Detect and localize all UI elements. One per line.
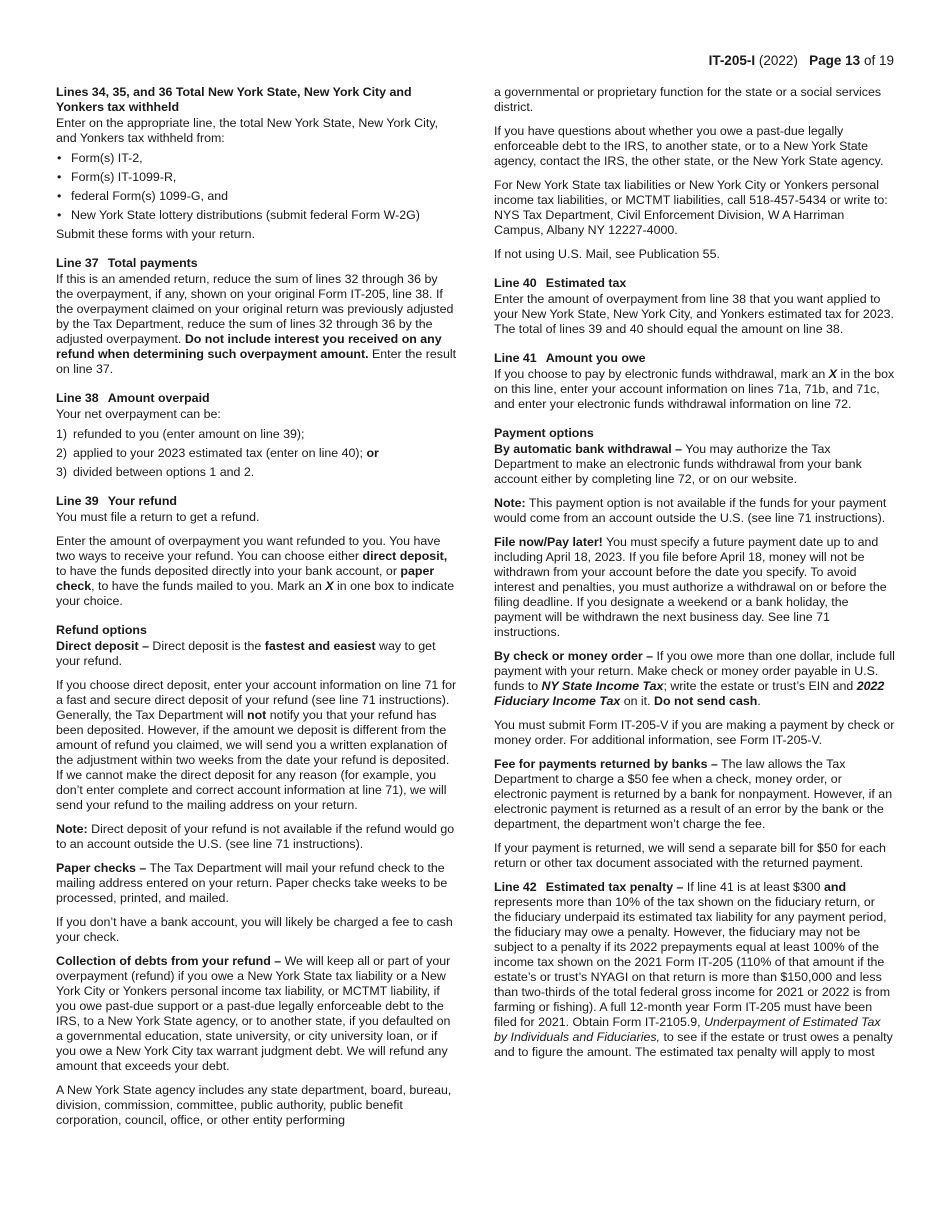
line-37-heading: Line 37 Total payments bbox=[56, 256, 198, 270]
line-40-heading: Line 40 Estimated tax bbox=[494, 276, 627, 290]
lines-34-36-outro: Submit these forms with your return. bbox=[56, 227, 256, 241]
line-42-para: Line 42 Estimated tax penalty – If line 41 is at least $300 and represents more than 10% of the tax shown on the fiduciary return, or the fiduciary underpaid its estimated tax liability for any payment period, the fiduciary may owe a penalty. However, the fiduciary may not be subject to a penalty if its 2022 prepayments equal at least 100% of the income tax shown on the 2021 Form IT-205 (110% of that amount if the estate’s or trust’s NYAGI on that return is more than $150,000 and less than two-thirds of the total federal gross income for 2021 or 2022 is from farming or fishing). A full 12-month year Form IT-205 must have been filed for 2021. Obtain Form IT-2105.9, Underpayment of Estimated Tax by Individuals and Fiduciaries, to see if the estate or trust owes a penalty and to figure the amount. The estimated tax penalty will apply to most bbox=[494, 880, 893, 1059]
file-now-pay-later-para: File now/Pay later! You must specify a future payment date up to and including April 18, 2023. If you file before April 18, money will not be withdrawn from your account before the date you specify. To avoid interest and penalties, you must authorize a withdrawal on or before the filing deadline. If you designate a weekend or a bank holiday, the payment will be withdrawn the next business day. See line 71 instructions. bbox=[494, 535, 887, 639]
check-money-order-para: By check or money order – If you owe more than one dollar, include full payment with your return. Make check or money order payable in U.S. funds to NY State Income Tax; write the estate or trust’s EIN and 2022 Fiduciary Income Tax on it. Do not send cash. bbox=[494, 649, 895, 708]
list-item: 1) refunded to you (enter amount on line 39); bbox=[56, 427, 305, 441]
lines-34-36-intro: Enter on the appropriate line, the total New York State, New York City, and Yonkers tax withheld from: bbox=[56, 116, 439, 145]
line-41-heading: Line 41 Amount you owe bbox=[494, 351, 646, 365]
debt-collection-para: Collection of debts from your refund – We will keep all or part of your overpayment (refund) if you owe a New York State tax liability or a New York City or Yonkers personal income tax liability, or MCTMT liability, if you owe past-due support or a past-due legally enforceable debt to the IRS, to a New York State agency, or to another state, if you defaulted on a governmental education, state university, or city university loan, or if you owe a New York City tax warrant judgment debt. We will refund any amount that exceeds your debt. bbox=[56, 954, 451, 1073]
form-it-205-v-para: You must submit Form IT-205-V if you are making a payment by check or money order. For additional information, see Form IT-205-V. bbox=[494, 718, 895, 747]
form-id: IT-205-I bbox=[708, 53, 756, 68]
left-column bbox=[56, 85, 457, 1137]
line-39-heading: Line 39 Your refund bbox=[56, 494, 177, 508]
agency-continued: a governmental or proprietary function for the state or a social services district. bbox=[494, 85, 882, 114]
form-year: (2022) bbox=[758, 53, 798, 68]
no-bank-para: If you don’t have a bank account, you will likely be charged a fee to cash your check. bbox=[56, 915, 453, 944]
overpayment-options-list bbox=[56, 427, 457, 480]
right-column bbox=[494, 85, 895, 1069]
line-38-heading: Line 38 Amount overpaid bbox=[56, 391, 210, 405]
list-item: • Form(s) IT-2, bbox=[57, 151, 143, 165]
returned-payment-fee-para: Fee for payments returned by banks – The law allows the Tax Department to charge a $50 fee when a check, money order, or electronic payment is returned by a bank for nonpayment. However, if an electronic payment is returned as a result of an error by the bank or the department, the department won’t charge the fee. bbox=[494, 757, 893, 831]
page-header bbox=[709, 53, 894, 69]
direct-deposit-para: Direct deposit – Direct deposit is the fastest and easiest way to get your refund. bbox=[56, 639, 436, 668]
line-39-p1: You must file a return to get a refund. bbox=[56, 510, 260, 524]
paper-checks-para: Paper checks – The Tax Department will mail your refund check to the mailing address entered on your return. Paper checks take weeks to be processed, printed, and mailed. bbox=[56, 861, 448, 905]
line-38-intro: Your net overpayment can be: bbox=[56, 407, 221, 421]
line-41-body: If you choose to pay by electronic funds withdrawal, mark an X in the box on this line, enter your account information on lines 71a, 71b, and 71c, and enter your electronic funds withdrawal information on line 72. bbox=[494, 367, 895, 411]
us-mail-note: If not using U.S. Mail, see Publication 55. bbox=[494, 247, 720, 261]
list-item: • Form(s) IT-1099-R, bbox=[57, 170, 177, 184]
refund-options-heading: Refund options bbox=[56, 623, 147, 637]
withholding-forms-list bbox=[56, 151, 457, 223]
agency-definition-para: A New York State agency includes any state department, board, bureau, division, commission, committee, public authority, public benefit corporation, council, office, or other entity performing bbox=[56, 1083, 452, 1127]
separate-bill-para: If your payment is returned, we will send a separate bill for $50 for each return or other tax document associated with the returned payment. bbox=[494, 841, 886, 870]
direct-deposit-details: If you choose direct deposit, enter your account information on line 71 for a fast and secure direct deposit of your refund (see line 71 instructions). Generally, the Tax Department will not notify you that your refund has been deposited. However, if the amount we deposit is different from the amount of refund you claimed, we will send you a written explanation of the adjustment within two weeks from the date your refund is deposited. If we cannot make the direct deposit for any reason (for example, you don’t enter complete and correct account information at line 71), we will send your refund to the mailing address on your return. bbox=[56, 678, 457, 812]
list-item: 3) divided between options 1 and 2. bbox=[56, 465, 255, 479]
nys-contact: For New York State tax liabilities or New York City or Yonkers personal income tax liabilities, or MCTMT liabilities, call 518-457-5434 or write to: NYS Tax Department, Civil Enforcement Division, W A Harriman Campus, Albany NY 12227-4000. bbox=[494, 178, 888, 237]
list-item: • New York State lottery distributions (submit federal Form W-2G) bbox=[57, 208, 420, 222]
list-item: • federal Form(s) 1099-G, and bbox=[57, 189, 229, 203]
page-label: Page 13 bbox=[809, 53, 861, 68]
line-37-body: If this is an amended return, reduce the sum of lines 32 through 36 by the overpayment, if any, shown on your original Form IT-205, line 38. If the overpayment claimed on your original return was previously adjusted by the Tax Department, reduce the sum of lines 32 through 36 by the adjusted overpayment. Do not include interest you received on any refund when determining such overpayment amount. Enter the result on line 37. bbox=[56, 272, 457, 376]
list-item: 2) applied to your 2023 estimated tax (enter on line 40); or bbox=[56, 446, 379, 460]
payment-note: Note: This payment option is not available if the funds for your payment would come from an account outside the U.S. (see line 71 instructions). bbox=[494, 496, 887, 525]
page-of: of 19 bbox=[863, 53, 894, 68]
past-due-questions: If you have questions about whether you owe a past-due legally enforceable debt to the IRS, to another state, or to a New York State agency, contact the IRS, the other state, or the New York State agency. bbox=[494, 124, 884, 168]
bank-withdrawal-para: By automatic bank withdrawal – You may authorize the Tax Department to make an electronic funds withdrawal from your bank account either by completing line 72, or on our website. bbox=[494, 442, 862, 486]
payment-options-heading: Payment options bbox=[494, 426, 594, 440]
line-40-body: Enter the amount of overpayment from line 38 that you want applied to your New York State, New York City, and Yonkers estimated tax for 2023. The total of lines 39 and 40 should equal the amount on line 38. bbox=[494, 292, 894, 336]
direct-deposit-note: Note: Direct deposit of your refund is not available if the refund would go to an account outside the U.S. (see line 71 instructions). bbox=[56, 822, 455, 851]
lines-34-36-heading: Lines 34, 35, and 36 Total New York State, New York City and Yonkers tax withheld bbox=[56, 85, 412, 114]
line-39-p2: Enter the amount of overpayment you want refunded to you. You have two ways to receive your refund. You can choose either direct deposit, to have the funds deposited directly into your bank account, or paper check, to have the funds mailed to you. Mark an X in one box to indicate your choice. bbox=[56, 534, 455, 608]
